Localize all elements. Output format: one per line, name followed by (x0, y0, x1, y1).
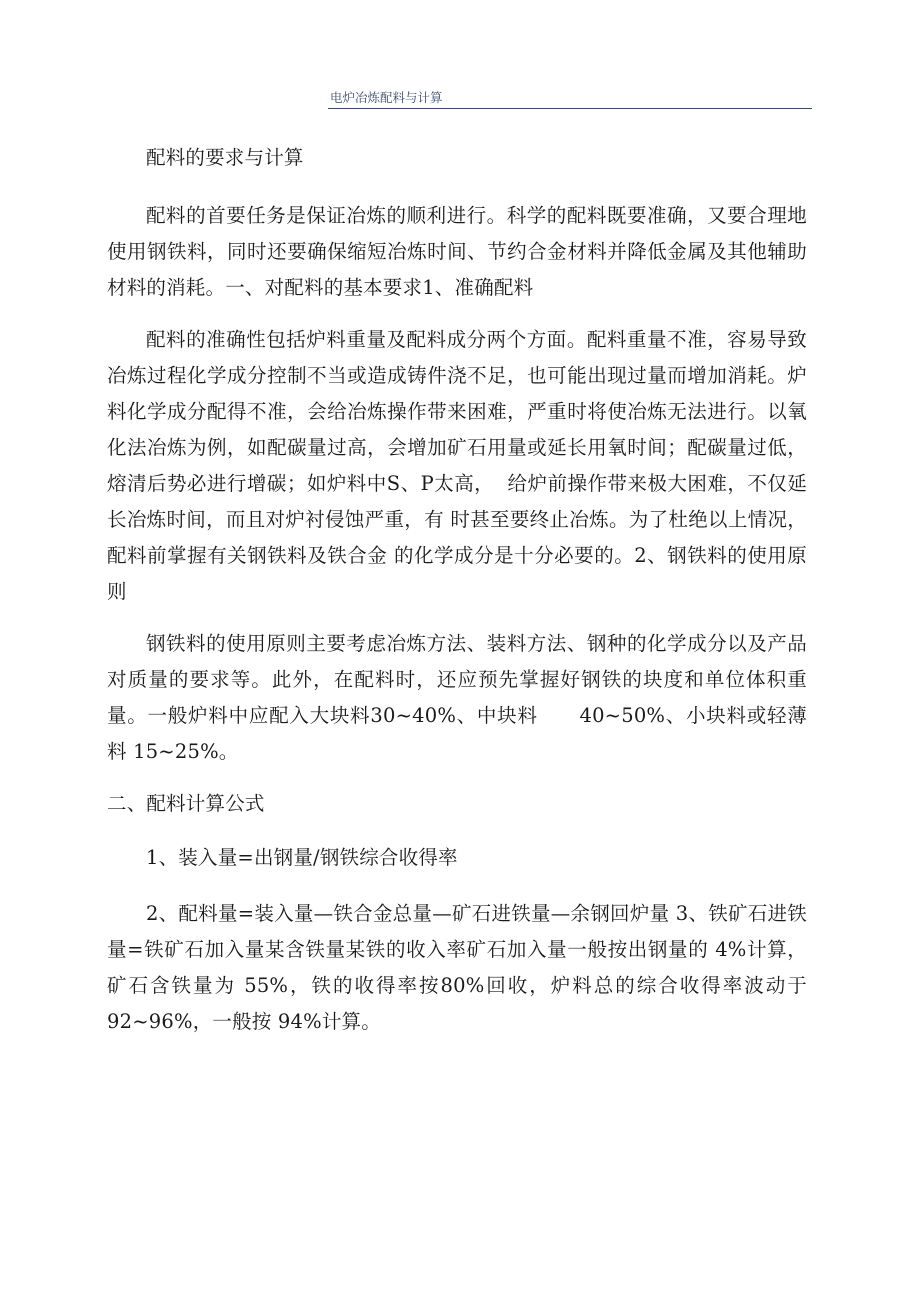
paragraph: 配料的首要任务是保证冶炼的顺利进行。科学的配料既要准确，又要合理地使用钢铁料，同时还要确保缩短冶炼时间、节约合金材料并降低金属及其他辅助材料的消耗。一、对配料的基本要求1、准确配料 (107, 204, 807, 299)
page-header (328, 90, 812, 109)
paragraph: 配料的准确性包括炉料重量及配料成分两个方面。配料重量不准，容易导致冶炼过程化学成分控制不当或造成铸件浇不足，也可能出现过量而增加消耗。炉料化学成分配得不准，会给冶炼操作带来困难，严重时将使冶炼无法进行。以氧化法冶炼为例，如配碳量过高，会增加矿石用量或延长用氧时间；配碳量过低，熔清后势必进行增碳；如炉料中S、P太高， 给炉前操作带来极大困难，不仅延长冶炼时间，而且对炉衬侵蚀严重，有 时甚至要终止冶炼。为了杜绝以上情况，配料前掌握有关钢铁料及铁合金 的化学成分是十分必要的。2、钢铁料的使用原则 (107, 328, 807, 603)
formula-item: 2、配料量=装入量—铁合金总量—矿石进铁量—余钢回炉量 3、铁矿石进铁量=铁矿石加入量某含铁量某铁的收入率矿石加入量一般按出钢量的 4%计算，矿石含铁量为 55%，铁的收得率按80%回收，炉料总的综合收得率波动于92~96%，一般按 94%计算。 (107, 902, 807, 1033)
document-body (107, 140, 807, 1056)
formula-item: 1、装入量=出钢量/钢铁综合收得率 (146, 846, 458, 869)
paragraph: 钢铁料的使用原则主要考虑冶炼方法、装料方法、钢种的化学成分以及产品对质量的要求等。此外，在配料时，还应预先掌握好钢铁的块度和单位体积重量。一般炉料中应配入大块料30~40%、中块料 40~50%、小块料或轻薄料 15~25%。 (107, 632, 807, 763)
section-heading: 配料的要求与计算 (146, 146, 304, 169)
header-title: 电炉冶炼配料与计算 (330, 90, 443, 105)
section-heading: 二、配料计算公式 (107, 792, 265, 815)
